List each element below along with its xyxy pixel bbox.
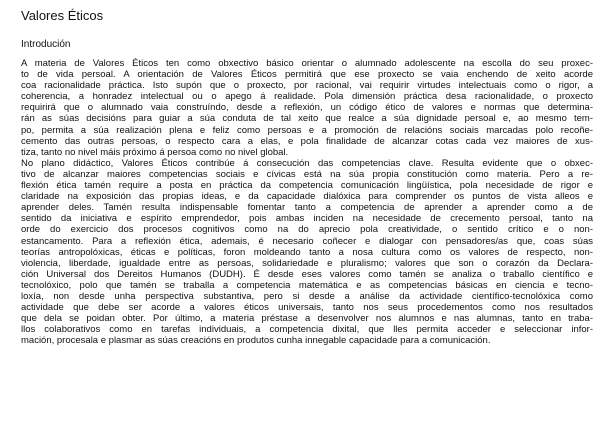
section-heading: Introdución — [21, 39, 71, 50]
text-line: tiza, tanto no nivel máis próximo á persoa como no nivel global. — [21, 146, 289, 158]
text-line: loxía, non desde unha perspectiva substantiva, pero si desde a análise da actividade científico-tecnolóxica como — [21, 290, 593, 302]
document-title: Valores Éticos — [21, 8, 104, 23]
text-line: llos colaborativos como en tarefas individuais, a competencia dixital, que lles permita acceder e seleccionar infor- — [21, 324, 593, 336]
text-line: estancamento. Para a reflexión ética, ademais, é necesario coñecer e dialogar con pensadores/as que, coas súas — [21, 235, 593, 247]
text-line: ción Universal dos Dereitos Humanos (DUDH). É desde eses valores como tamén se analiza o traballo científico e — [21, 268, 593, 280]
text-line: teorías antropolóxicas, éticas e políticas, foron moldeando tanto a nosa cultura como os valores de respecto, non- — [21, 246, 593, 258]
text-line: mación, procesala e plasmar as súas creacións en produtos cunha innegable capacidade para a comunicación. — [21, 335, 491, 347]
text-line: flexión ética tamén require a posta en práctica da competencia comunicación lingüística, pola necesidade de rigor e — [21, 180, 593, 192]
text-line: requirirá que o alumnado vaia construíndo, desde a reflexión, un código ético de valores e normas que determina- — [21, 102, 593, 114]
text-line: cemento das outras persoas, o respecto cara a elas, e pola finalidade de alcanzar cotas cada vez maiores de xus- — [21, 135, 593, 147]
text-line: to de vida persoal. A orientación de Valores Éticos permitirá que ese proxecto se vaia enchendo de xeito acorde — [21, 69, 593, 81]
text-line: claridade na exposición das propias ideas, e da capacidade dialóxica para comprender os puntos de vista alleos e — [21, 191, 593, 203]
text-line: coherencia, a honradez intelectual ou o apego á realidade. Pola dimensión práctica desa racionalidade, o proxecto — [21, 91, 593, 103]
text-line: tivo de alcanzar maiores competencias sociais e cívicas está na súa propia constitución como materia. Pero a re- — [21, 168, 593, 180]
text-line: po, permita a súa realización plena e feliz como persoas e a promoción de relacións sociais marcadas polo recoñe- — [21, 124, 593, 136]
text-line: orde do exercicio dos procesos cognitivos como na do aprecio pola creatividade, o sentido crítico e o non- — [21, 224, 593, 236]
text-line: actividade que debe ser acorde a valores éticos universais, tanto nos seus procedementos como nos resultados — [21, 302, 593, 314]
text-line: rán as súas decisións para guiar a súa conduta de tal xeito que realce a súa dignidade persoal e, ao mesmo tem- — [21, 113, 593, 125]
text-line: violencia, liberdade, igualdade entre as persoas, solidariedade e pluralismo; valores que son o corazón da Declara- — [21, 257, 593, 269]
text-line: tecnolóxico, polo que tamén se traballa a competencia matemática e as competencias básicas en ciencia e tecno- — [21, 279, 593, 291]
text-line: sentido da iniciativa e espírito emprendedor, pois ambas inciden na necesidade de crecemento persoal, tanto na — [21, 213, 593, 225]
text-line: No plano didáctico, Valores Éticos contribúe á consecución das competencias clave. Resulta evidente que o obxec- — [21, 157, 593, 169]
text-line: que dela se poidan obter. Por último, a materia préstase a desenvolver nos alumnos e nas alumnas, tanto en traba- — [21, 313, 593, 325]
text-line: coa racionalidade práctica. Isto supón que o proxecto, por racional, vai requirir virtudes intelectuais como o rigor, a — [21, 80, 593, 92]
text-line: aprender deles. Tamén resulta indispensable fomentar tanto a competencia de aprender a aprender como a de — [21, 202, 593, 214]
body-text — [21, 58, 593, 346]
text-line: A materia de Valores Éticos ten como obxectivo básico orientar o alumnado adolescente na escolla do seu proxec- — [21, 58, 593, 69]
